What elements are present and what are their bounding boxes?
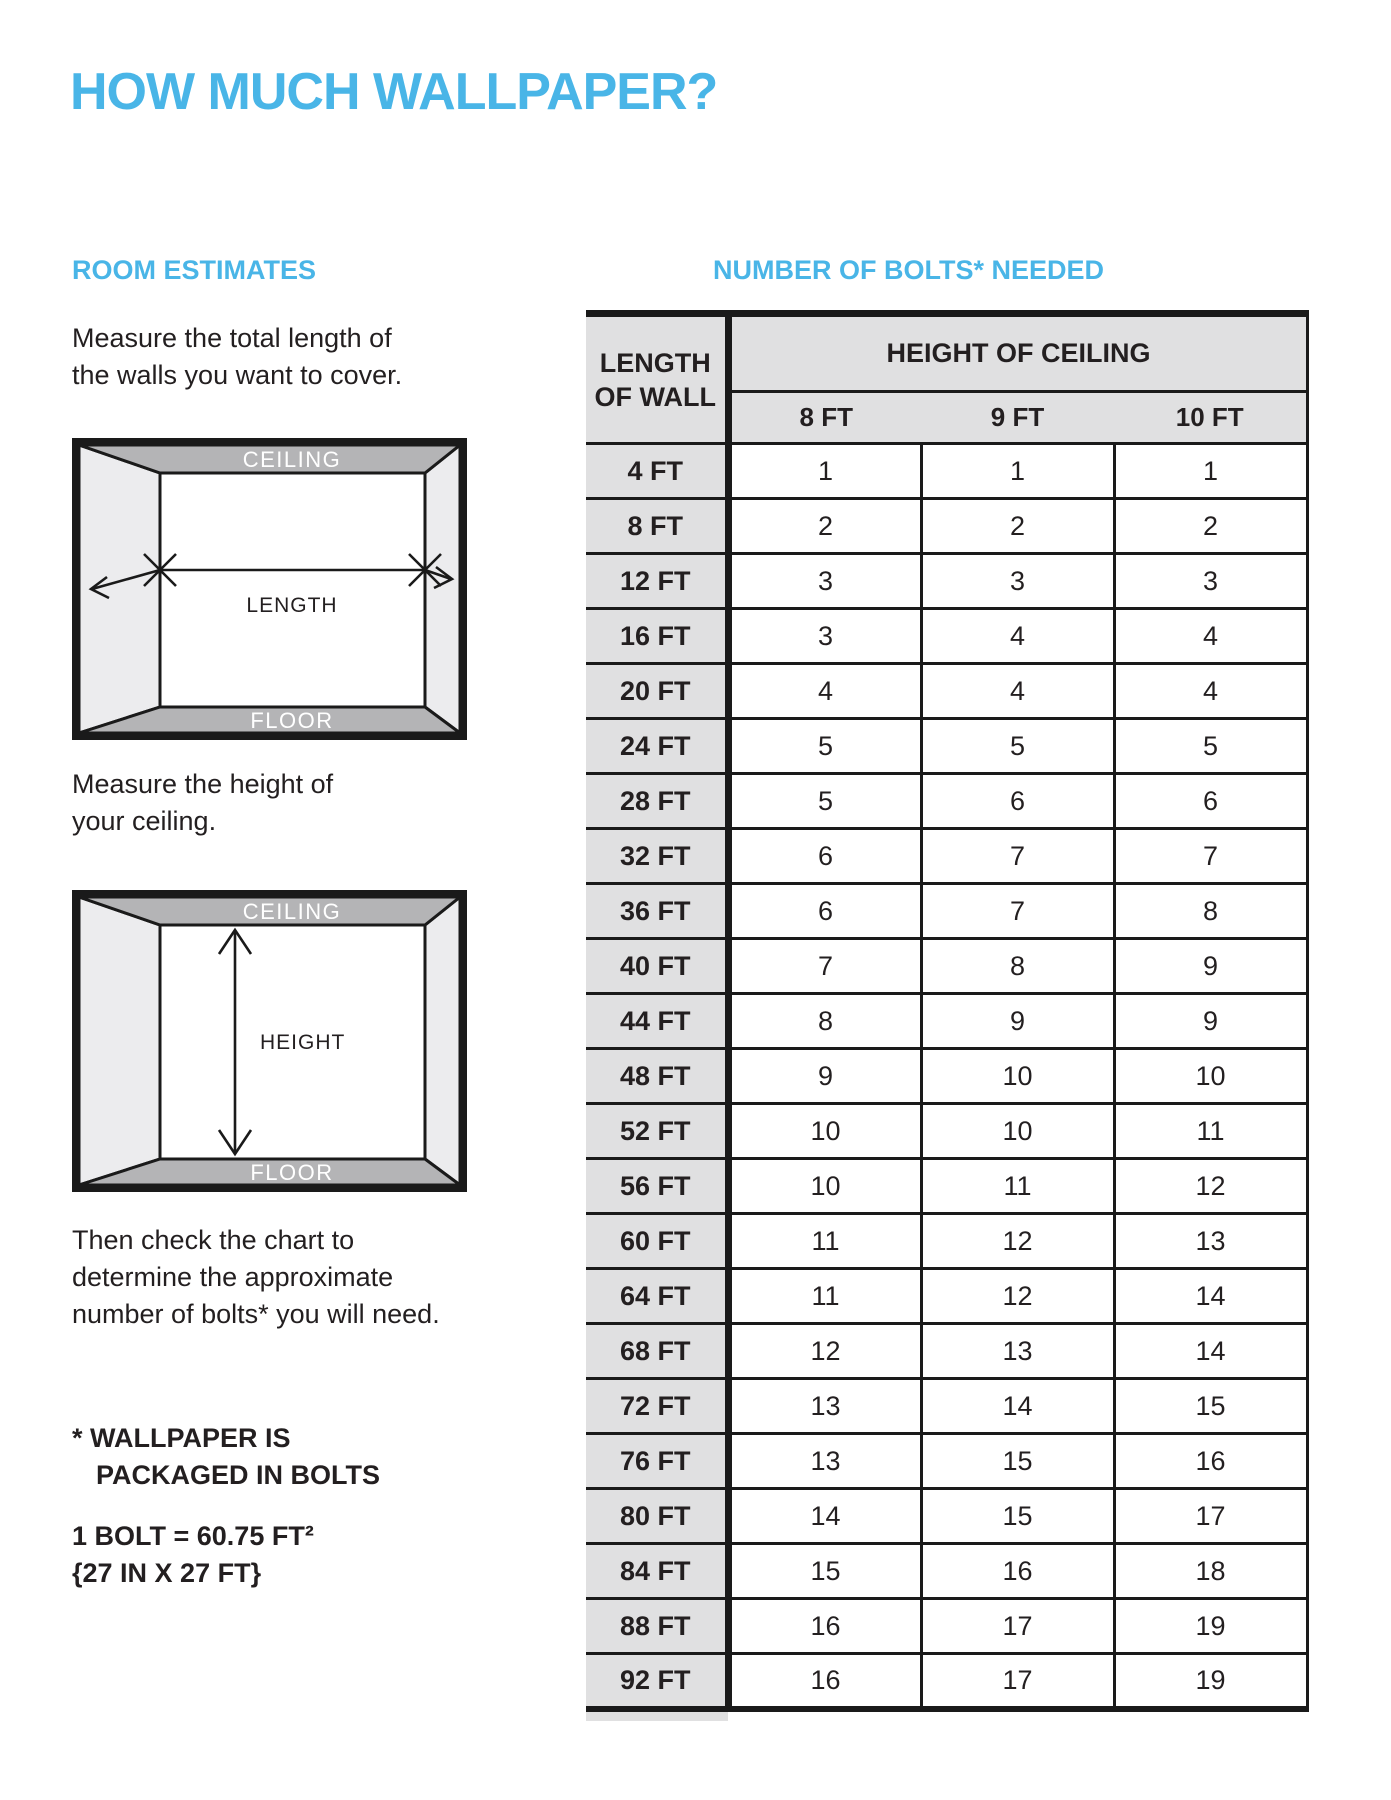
bolts-value-cell: 4 xyxy=(921,664,1114,719)
text-line: Then check the chart to xyxy=(72,1225,355,1255)
table-row xyxy=(586,444,1307,499)
bolts-value-cell: 15 xyxy=(921,1489,1114,1544)
wall-length-cell: 52 FT xyxy=(586,1104,728,1159)
table-row xyxy=(586,884,1307,939)
wall-length-cell: 56 FT xyxy=(586,1159,728,1214)
bolts-value-cell: 4 xyxy=(728,664,921,719)
table-header-row xyxy=(586,314,1307,392)
bolts-value-cell: 3 xyxy=(921,554,1114,609)
bolts-value-cell: 10 xyxy=(728,1159,921,1214)
text-line: * WALLPAPER IS xyxy=(72,1423,291,1453)
bolts-value-cell: 7 xyxy=(921,829,1114,884)
wall-length-cell: 44 FT xyxy=(586,994,728,1049)
table-row xyxy=(586,1379,1307,1434)
text-line: Measure the height of xyxy=(72,769,334,799)
table-row xyxy=(586,939,1307,994)
bolts-value-cell: 3 xyxy=(728,609,921,664)
floor-label: FLOOR xyxy=(250,1160,334,1185)
bolts-value-cell: 1 xyxy=(921,444,1114,499)
bolts-value-cell: 17 xyxy=(1114,1489,1307,1544)
wall-length-cell: 68 FT xyxy=(586,1324,728,1379)
bolts-value-cell: 6 xyxy=(728,829,921,884)
wall-length-cell: 20 FT xyxy=(586,664,728,719)
table-row xyxy=(586,1544,1307,1599)
table-row xyxy=(586,1324,1307,1379)
right-wall xyxy=(425,897,460,1185)
table-row xyxy=(586,499,1307,554)
table-row xyxy=(586,1269,1307,1324)
bolts-value-cell: 7 xyxy=(1114,829,1307,884)
wall-length-cell: 48 FT xyxy=(586,1049,728,1104)
bolts-table-body xyxy=(586,444,1307,1709)
room-length-diagram xyxy=(72,438,467,740)
bolts-value-cell: 14 xyxy=(921,1379,1114,1434)
bolts-table xyxy=(586,310,1309,1712)
bolts-value-cell: 12 xyxy=(1114,1159,1307,1214)
wall-length-cell: 92 FT xyxy=(586,1654,728,1709)
bolt-size-spec xyxy=(72,1518,314,1592)
bolts-value-cell: 18 xyxy=(1114,1544,1307,1599)
wall-length-cell: 80 FT xyxy=(586,1489,728,1544)
room-height-diagram xyxy=(72,890,467,1192)
table-row xyxy=(586,1654,1307,1709)
bolts-value-cell: 11 xyxy=(728,1214,921,1269)
text-line: determine the approximate xyxy=(72,1262,394,1292)
ceiling-label: CEILING xyxy=(242,447,342,472)
bolts-value-cell: 11 xyxy=(1114,1104,1307,1159)
wall-length-cell: 28 FT xyxy=(586,774,728,829)
table-row xyxy=(586,1049,1307,1104)
wall-length-cell: 88 FT xyxy=(586,1599,728,1654)
table-row xyxy=(586,1434,1307,1489)
bolts-table-heading: NUMBER OF BOLTS* NEEDED xyxy=(713,255,1105,285)
table-row xyxy=(586,1214,1307,1269)
text-line: 1 BOLT = 60.75 FT² xyxy=(72,1521,314,1551)
bolts-value-cell: 13 xyxy=(728,1434,921,1489)
table-row xyxy=(586,1104,1307,1159)
bolts-value-cell: 13 xyxy=(728,1379,921,1434)
wall-length-cell: 36 FT xyxy=(586,884,728,939)
bolts-value-cell: 14 xyxy=(1114,1269,1307,1324)
bolts-value-cell: 8 xyxy=(1114,884,1307,939)
wall-length-cell: 64 FT xyxy=(586,1269,728,1324)
table-row xyxy=(586,664,1307,719)
bolts-value-cell: 10 xyxy=(728,1104,921,1159)
bolts-value-cell: 12 xyxy=(921,1214,1114,1269)
wall-length-cell: 16 FT xyxy=(586,609,728,664)
bolts-value-cell: 16 xyxy=(728,1599,921,1654)
bolts-value-cell: 11 xyxy=(728,1269,921,1324)
bolts-value-cell: 16 xyxy=(1114,1434,1307,1489)
bolts-value-cell: 2 xyxy=(1114,499,1307,554)
room-estimates-heading: ROOM ESTIMATES xyxy=(72,255,317,285)
wall-length-cell: 40 FT xyxy=(586,939,728,994)
back-wall xyxy=(160,473,425,707)
bolts-value-cell: 7 xyxy=(921,884,1114,939)
bolts-value-cell: 6 xyxy=(1114,774,1307,829)
bolts-value-cell: 15 xyxy=(728,1544,921,1599)
bolts-value-cell: 10 xyxy=(921,1049,1114,1104)
bolts-value-cell: 3 xyxy=(728,554,921,609)
table-row xyxy=(586,774,1307,829)
height-of-ceiling-header: HEIGHT OF CEILING xyxy=(728,314,1307,392)
wall-length-cell: 12 FT xyxy=(586,554,728,609)
height-label: HEIGHT xyxy=(260,1031,346,1054)
bolts-value-cell: 5 xyxy=(1114,719,1307,774)
bolts-value-cell: 15 xyxy=(1114,1379,1307,1434)
length-label: LENGTH xyxy=(246,594,338,617)
wall-length-cell: 24 FT xyxy=(586,719,728,774)
text-line: OF WALL xyxy=(594,381,716,412)
bolts-value-cell: 4 xyxy=(1114,609,1307,664)
bolts-value-cell: 3 xyxy=(1114,554,1307,609)
bolts-value-cell: 19 xyxy=(1114,1654,1307,1709)
instruction-measure-length xyxy=(72,320,402,394)
bolts-value-cell: 4 xyxy=(921,609,1114,664)
bolts-value-cell: 19 xyxy=(1114,1599,1307,1654)
bolts-footnote xyxy=(72,1420,380,1494)
bolts-value-cell: 11 xyxy=(921,1159,1114,1214)
text-line: your ceiling. xyxy=(72,806,217,836)
table-row xyxy=(586,994,1307,1049)
instruction-check-chart xyxy=(72,1222,440,1333)
wall-length-cell: 4 FT xyxy=(586,444,728,499)
text-line: the walls you want to cover. xyxy=(72,360,403,390)
wall-length-cell: 84 FT xyxy=(586,1544,728,1599)
table-row xyxy=(586,1599,1307,1654)
col-header-9ft: 9 FT xyxy=(921,392,1114,444)
bolts-value-cell: 10 xyxy=(921,1104,1114,1159)
col-header-8ft: 8 FT xyxy=(728,392,921,444)
wall-length-cell: 76 FT xyxy=(586,1434,728,1489)
bolts-value-cell: 12 xyxy=(728,1324,921,1379)
bolts-value-cell: 14 xyxy=(1114,1324,1307,1379)
text-line: LENGTH xyxy=(599,347,711,378)
text-line: number of bolts* you will need. xyxy=(72,1299,440,1329)
bolts-value-cell: 8 xyxy=(921,939,1114,994)
bolts-value-cell: 17 xyxy=(921,1599,1114,1654)
instruction-measure-height xyxy=(72,766,333,840)
bolts-value-cell: 5 xyxy=(728,774,921,829)
ceiling-label: CEILING xyxy=(242,899,342,924)
table-row xyxy=(586,1159,1307,1214)
right-wall xyxy=(425,445,460,733)
bolts-value-cell: 10 xyxy=(1114,1049,1307,1104)
bolts-value-cell: 1 xyxy=(728,444,921,499)
wall-length-cell: 60 FT xyxy=(586,1214,728,1269)
bolts-value-cell: 2 xyxy=(728,499,921,554)
bolts-value-cell: 6 xyxy=(728,884,921,939)
left-wall xyxy=(79,897,160,1185)
bolts-value-cell: 16 xyxy=(921,1544,1114,1599)
bolts-value-cell: 5 xyxy=(921,719,1114,774)
bolts-value-cell: 12 xyxy=(921,1269,1114,1324)
bolts-value-cell: 14 xyxy=(728,1489,921,1544)
bolts-value-cell: 9 xyxy=(1114,994,1307,1049)
bolts-value-cell: 2 xyxy=(921,499,1114,554)
bolts-value-cell: 1 xyxy=(1114,444,1307,499)
bolts-value-cell: 9 xyxy=(728,1049,921,1104)
table-row xyxy=(586,554,1307,609)
text-line: PACKAGED IN BOLTS xyxy=(96,1460,381,1490)
table-row xyxy=(586,719,1307,774)
bolts-value-cell: 9 xyxy=(1114,939,1307,994)
bolts-value-cell: 13 xyxy=(1114,1214,1307,1269)
length-of-wall-header xyxy=(586,314,728,444)
bolts-value-cell: 15 xyxy=(921,1434,1114,1489)
wall-length-cell: 72 FT xyxy=(586,1379,728,1434)
bolts-value-cell: 4 xyxy=(1114,664,1307,719)
bolts-value-cell: 17 xyxy=(921,1654,1114,1709)
wall-length-cell: 32 FT xyxy=(586,829,728,884)
floor-label: FLOOR xyxy=(250,708,334,733)
text-line: {27 IN X 27 FT} xyxy=(72,1558,262,1588)
bolts-value-cell: 16 xyxy=(728,1654,921,1709)
bolts-value-cell: 9 xyxy=(921,994,1114,1049)
table-row xyxy=(586,829,1307,884)
text-line: Measure the total length of xyxy=(72,323,392,353)
bolts-value-cell: 13 xyxy=(921,1324,1114,1379)
table-row xyxy=(586,1489,1307,1544)
bolts-value-cell: 5 xyxy=(728,719,921,774)
bolts-value-cell: 8 xyxy=(728,994,921,1049)
bolts-value-cell: 6 xyxy=(921,774,1114,829)
wall-length-cell: 8 FT xyxy=(586,499,728,554)
col-header-10ft: 10 FT xyxy=(1114,392,1307,444)
table-row xyxy=(586,609,1307,664)
page-title: HOW MUCH WALLPAPER? xyxy=(70,63,718,121)
table-footer-strip xyxy=(586,1712,728,1721)
bolts-value-cell: 7 xyxy=(728,939,921,994)
